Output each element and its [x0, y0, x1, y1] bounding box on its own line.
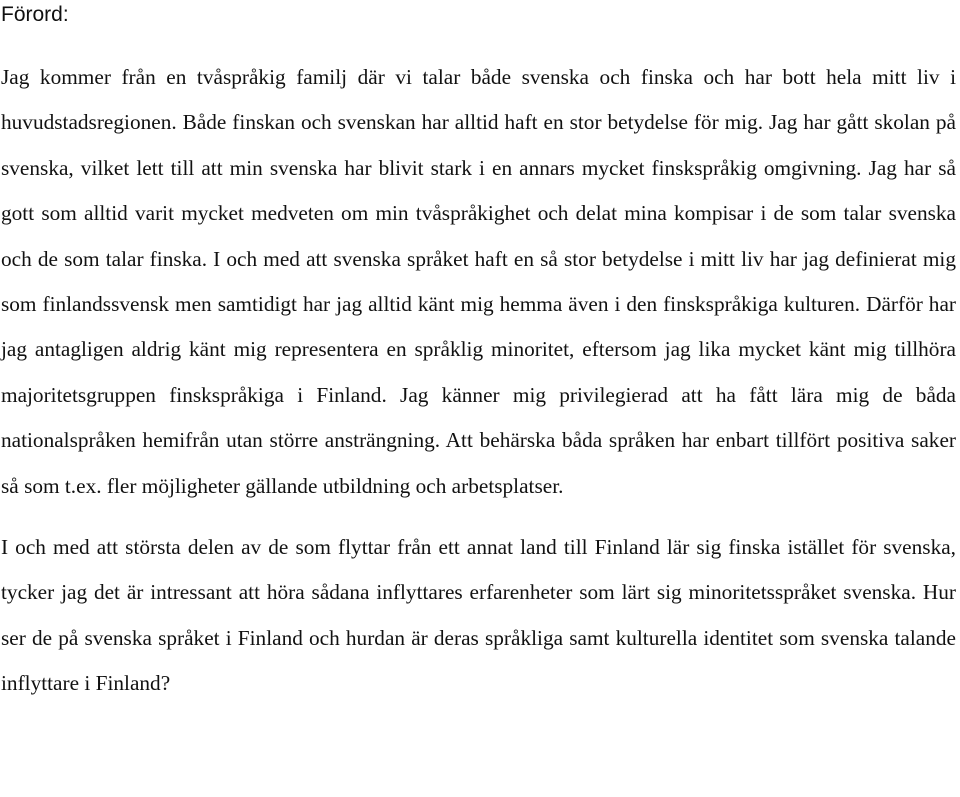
document-heading: Förord:	[1, 3, 69, 26]
paragraph-background: Jag kommer från en tvåspråkig familj där vi talar både svenska och finska och har bott hela mitt liv i huvudstadsregionen. Både finskan och svenskan har alltid haft en stor betydelse för mig. Jag har gått skolan på svenska, vilket lett till att min svenska har blivit stark i en annars mycket finskspråkig omgivning. Jag har så gott som alltid varit mycket medveten om min tvåspråkighet och delat mina kompisar i de som talar svenska och de som talar finska. I och med att svenska språket haft en så stor betydelse i mitt liv har jag definierat mig som finlandssvensk men samtidigt har jag alltid känt mig hemma även i den finskspråkiga kulturen. Därför har jag antagligen aldrig känt mig representera en språklig minoritet, eftersom jag lika mycket känt mig tillhöra majoritetsgruppen finskspråkiga i Finland. Jag känner mig privilegierad att ha fått lära mig de båda nationalspråken hemifrån utan större ansträngning. Att behärska båda språken har enbart tillfört positiva saker så som t.ex. fler möjligheter gällande utbildning och arbetsplatser.	[1, 65, 956, 498]
paragraph-research-interest: I och med att största delen av de som flyttar från ett annat land till Finland lär sig finska istället för svenska, tycker jag det är intressant att höra sådana inflyttares erfarenheter som lärt sig minoritetsspråket svenska. Hur ser de på svenska språket i Finland och hurdan är deras språkliga samt kulturella identitet som svenska talande inflyttare i Finland?	[1, 535, 956, 696]
